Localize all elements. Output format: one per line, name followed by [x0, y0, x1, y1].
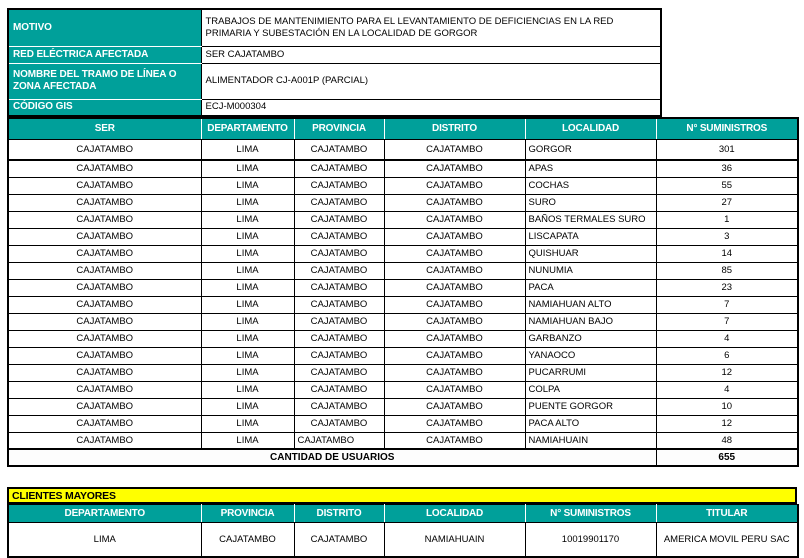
cell-suministros: 7: [656, 296, 798, 313]
cell-suministros: 6: [656, 347, 798, 364]
cell-departamento: LIMA: [201, 245, 294, 262]
cell-departamento: LIMA: [201, 415, 294, 432]
cell-ser: CAJATAMBO: [8, 245, 201, 262]
cell-departamento: LIMA: [201, 381, 294, 398]
cell-ser: CAJATAMBO: [8, 330, 201, 347]
cell-provincia: CAJATAMBO: [294, 139, 384, 160]
cell-localidad: GORGOR: [525, 139, 656, 160]
cell-localidad: LISCAPATA: [525, 228, 656, 245]
cell-provincia: CAJATAMBO: [294, 432, 384, 449]
affected-table-footer: [8, 449, 798, 466]
cell-distrito: CAJATAMBO: [384, 177, 525, 194]
cell-departamento: LIMA: [201, 432, 294, 449]
cell-departamento: LIMA: [201, 262, 294, 279]
column-header-departamento: DEPARTAMENTO: [201, 118, 294, 139]
table-row: [8, 228, 798, 245]
cell-distrito: CAJATAMBO: [384, 313, 525, 330]
clientes-mayores-header: [8, 505, 798, 523]
table-row: [8, 211, 798, 228]
cell-provincia: CAJATAMBO: [294, 296, 384, 313]
cell-provincia: CAJATAMBO: [294, 279, 384, 296]
cell-provincia: CAJATAMBO: [294, 262, 384, 279]
table-row: [8, 330, 798, 347]
table-row: [8, 279, 798, 296]
cell-distrito: CAJATAMBO: [384, 211, 525, 228]
cell-ser: CAJATAMBO: [8, 432, 201, 449]
column-header-provincia: PROVINCIA: [201, 505, 294, 523]
cell-suministros: 10019901170: [525, 523, 656, 557]
table-row: [8, 177, 798, 194]
table-row: [8, 313, 798, 330]
cell-departamento: LIMA: [201, 194, 294, 211]
cell-localidad: PACA: [525, 279, 656, 296]
cell-localidad: PUCARRUMI: [525, 364, 656, 381]
column-header-departamento: DEPARTAMENTO: [8, 505, 201, 523]
cell-suministros: 10: [656, 398, 798, 415]
cell-distrito: CAJATAMBO: [384, 245, 525, 262]
cell-suministros: 1: [656, 211, 798, 228]
cell-ser: CAJATAMBO: [8, 160, 201, 177]
cell-departamento: LIMA: [201, 211, 294, 228]
cell-departamento: LIMA: [201, 279, 294, 296]
cell-departamento: LIMA: [201, 313, 294, 330]
cell-ser: CAJATAMBO: [8, 347, 201, 364]
motivo-label: MOTIVO: [8, 9, 201, 46]
cell-departamento: LIMA: [201, 347, 294, 364]
cell-ser: CAJATAMBO: [8, 364, 201, 381]
cell-localidad: APAS: [525, 160, 656, 177]
cell-provincia: CAJATAMBO: [294, 228, 384, 245]
affected-table-header: [8, 118, 798, 139]
cell-distrito: CAJATAMBO: [384, 347, 525, 364]
table-row: [8, 523, 798, 557]
info-row-codigo-gis: [8, 99, 661, 116]
cell-provincia: CAJATAMBO: [294, 160, 384, 177]
cell-suministros: 23: [656, 279, 798, 296]
cell-suministros: 3: [656, 228, 798, 245]
cell-localidad: NUNUMIA: [525, 262, 656, 279]
info-row-red-electrica: [8, 46, 661, 63]
cell-ser: CAJATAMBO: [8, 279, 201, 296]
cell-distrito: CAJATAMBO: [294, 523, 384, 557]
cell-localidad: BAÑOS TERMALES SURO: [525, 211, 656, 228]
cell-departamento: LIMA: [201, 296, 294, 313]
motivo-value: TRABAJOS DE MANTENIMIENTO PARA EL LEVANTAMIENTO DE DEFICIENCIAS EN LA RED PRIMARIA Y SUBESTACIÓN EN LA LOCALIDAD DE GORGOR: [201, 9, 661, 46]
cell-ser: CAJATAMBO: [8, 139, 201, 160]
codigo-gis-value: ECJ-M000304: [201, 99, 661, 116]
cell-ser: CAJATAMBO: [8, 211, 201, 228]
cell-suministros: 12: [656, 364, 798, 381]
column-header-suministros: N° SUMINISTROS: [656, 118, 798, 139]
cell-distrito: CAJATAMBO: [384, 228, 525, 245]
clientes-mayores-body: [8, 523, 798, 557]
column-header-ser: SER: [8, 118, 201, 139]
table-row: [8, 194, 798, 211]
cell-localidad: NAMIAHUAIN: [384, 523, 525, 557]
cell-ser: CAJATAMBO: [8, 262, 201, 279]
cell-titular: AMERICA MOVIL PERU SAC: [656, 523, 798, 557]
cell-distrito: CAJATAMBO: [384, 262, 525, 279]
cell-provincia: CAJATAMBO: [294, 415, 384, 432]
table-row: [8, 432, 798, 449]
cell-suministros: 7: [656, 313, 798, 330]
table-row: [8, 381, 798, 398]
total-label: CANTIDAD DE USUARIOS: [8, 449, 656, 466]
cell-departamento: LIMA: [201, 398, 294, 415]
cell-suministros: 14: [656, 245, 798, 262]
cell-suministros: 12: [656, 415, 798, 432]
cell-suministros: 4: [656, 330, 798, 347]
red-electrica-label: RED ELÉCTRICA AFECTADA: [8, 46, 201, 63]
cell-ser: CAJATAMBO: [8, 228, 201, 245]
cell-suministros: 301: [656, 139, 798, 160]
info-row-motivo: [8, 9, 661, 46]
cell-distrito: CAJATAMBO: [384, 296, 525, 313]
table-row: [8, 262, 798, 279]
affected-table-body: [8, 139, 798, 449]
cell-suministros: 4: [656, 381, 798, 398]
cell-provincia: CAJATAMBO: [294, 398, 384, 415]
cell-distrito: CAJATAMBO: [384, 398, 525, 415]
cell-provincia: CAJATAMBO: [294, 347, 384, 364]
cell-departamento: LIMA: [201, 160, 294, 177]
column-header-suministros: N° SUMINISTROS: [525, 505, 656, 523]
cell-provincia: CAJATAMBO: [294, 194, 384, 211]
column-header-localidad: LOCALIDAD: [525, 118, 656, 139]
cell-localidad: NAMIAHUAN ALTO: [525, 296, 656, 313]
column-header-titular: TITULAR: [656, 505, 798, 523]
table-row: [8, 296, 798, 313]
cell-localidad: GARBANZO: [525, 330, 656, 347]
cell-ser: CAJATAMBO: [8, 194, 201, 211]
cell-localidad: NAMIAHUAN BAJO: [525, 313, 656, 330]
table-row: [8, 347, 798, 364]
table-row: [8, 160, 798, 177]
cell-ser: CAJATAMBO: [8, 398, 201, 415]
clientes-mayores-table: [7, 504, 799, 558]
cell-localidad: QUISHUAR: [525, 245, 656, 262]
tramo-linea-value: ALIMENTADOR CJ-A001P (PARCIAL): [201, 63, 661, 99]
red-electrica-value: SER CAJATAMBO: [201, 46, 661, 63]
cell-localidad: COCHAS: [525, 177, 656, 194]
cell-provincia: CAJATAMBO: [294, 177, 384, 194]
total-value: 655: [656, 449, 798, 466]
cell-localidad: PACA ALTO: [525, 415, 656, 432]
clientes-mayores-banner: CLIENTES MAYORES: [7, 487, 797, 504]
table-row: [8, 398, 798, 415]
cell-suministros: 27: [656, 194, 798, 211]
column-header-distrito: DISTRITO: [384, 118, 525, 139]
cell-departamento: LIMA: [201, 228, 294, 245]
outage-info-table: [7, 8, 662, 117]
table-row: [8, 245, 798, 262]
tramo-linea-label: NOMBRE DEL TRAMO DE LÍNEA O ZONA AFECTADA: [8, 63, 201, 99]
cell-distrito: CAJATAMBO: [384, 415, 525, 432]
cell-provincia: CAJATAMBO: [294, 381, 384, 398]
cell-suministros: 55: [656, 177, 798, 194]
affected-localities-table: [7, 117, 799, 467]
info-row-tramo-linea: [8, 63, 661, 99]
cell-localidad: YANAOCO: [525, 347, 656, 364]
cell-ser: CAJATAMBO: [8, 296, 201, 313]
cell-provincia: CAJATAMBO: [294, 330, 384, 347]
header-row: [8, 118, 798, 139]
cell-suministros: 48: [656, 432, 798, 449]
cell-provincia: CAJATAMBO: [201, 523, 294, 557]
cell-distrito: CAJATAMBO: [384, 364, 525, 381]
cell-localidad: SURO: [525, 194, 656, 211]
cell-departamento: LIMA: [201, 364, 294, 381]
cell-provincia: CAJATAMBO: [294, 245, 384, 262]
cell-provincia: CAJATAMBO: [294, 211, 384, 228]
cell-distrito: CAJATAMBO: [384, 381, 525, 398]
total-row: [8, 449, 798, 466]
cell-distrito: CAJATAMBO: [384, 330, 525, 347]
column-header-localidad: LOCALIDAD: [384, 505, 525, 523]
cell-localidad: NAMIAHUAIN: [525, 432, 656, 449]
cell-departamento: LIMA: [201, 330, 294, 347]
cell-distrito: CAJATAMBO: [384, 279, 525, 296]
cell-provincia: CAJATAMBO: [294, 364, 384, 381]
cell-suministros: 85: [656, 262, 798, 279]
cell-distrito: CAJATAMBO: [384, 139, 525, 160]
cell-ser: CAJATAMBO: [8, 415, 201, 432]
cell-departamento: LIMA: [8, 523, 201, 557]
codigo-gis-label: CÓDIGO GIS: [8, 99, 201, 116]
table-row: [8, 139, 798, 160]
column-header-distrito: DISTRITO: [294, 505, 384, 523]
cell-distrito: CAJATAMBO: [384, 160, 525, 177]
cell-distrito: CAJATAMBO: [384, 432, 525, 449]
cell-ser: CAJATAMBO: [8, 177, 201, 194]
table-row: [8, 415, 798, 432]
header-row: [8, 505, 798, 523]
table-row: [8, 364, 798, 381]
cell-localidad: COLPA: [525, 381, 656, 398]
cell-ser: CAJATAMBO: [8, 381, 201, 398]
cell-localidad: PUENTE GORGOR: [525, 398, 656, 415]
cell-provincia: CAJATAMBO: [294, 313, 384, 330]
cell-distrito: CAJATAMBO: [384, 194, 525, 211]
cell-departamento: LIMA: [201, 177, 294, 194]
cell-suministros: 36: [656, 160, 798, 177]
cell-departamento: LIMA: [201, 139, 294, 160]
cell-ser: CAJATAMBO: [8, 313, 201, 330]
column-header-provincia: PROVINCIA: [294, 118, 384, 139]
